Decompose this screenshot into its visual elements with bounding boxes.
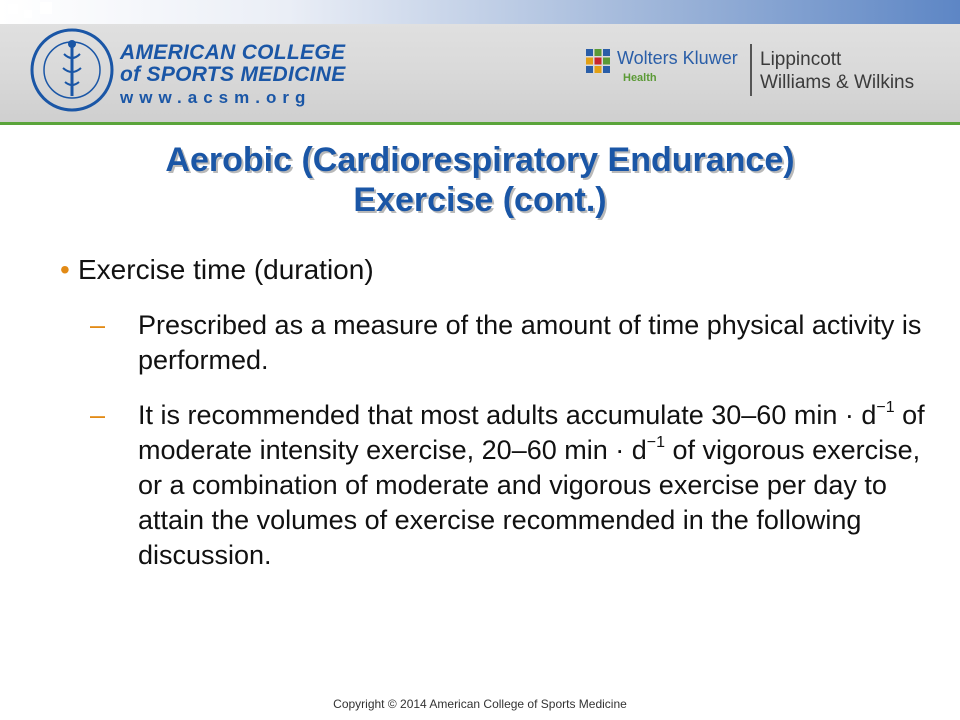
superscript-exponent: −1 — [876, 399, 895, 416]
header-green-rule — [0, 122, 960, 125]
slide-title — [40, 140, 920, 220]
wolters-kluwer-logo-icon — [585, 48, 611, 74]
lww-wordmark — [760, 48, 914, 94]
acsm-name-line2: of SPORTS MEDICINE — [120, 63, 346, 86]
lww-line2: Williams & Wilkins — [760, 72, 915, 93]
bullet-item — [40, 252, 930, 288]
copyright-footer: Copyright © 2014 American College of Sports Medicine — [333, 697, 627, 711]
acsm-name-line1: AMERICAN COLLEGE — [120, 41, 346, 64]
acsm-url: www.acsm.org — [120, 88, 312, 107]
header-band — [0, 0, 960, 122]
sub-bullet-item — [40, 308, 930, 378]
decor-square — [40, 2, 52, 14]
wolters-kluwer-name: Wolters Kluwer — [617, 48, 738, 68]
sub-bullet-text-part: of vigorous exercise, or a combination of moderate and vigorous exercise per day to attain the volumes of exercise recommended in the following discussion. — [138, 435, 921, 570]
slide-title-line1: Aerobic (Cardiorespiratory Endurance) — [165, 141, 795, 179]
slide-body — [40, 252, 930, 573]
wolters-kluwer-health: Health — [623, 72, 657, 84]
bullet-text: Exercise time (duration) — [78, 254, 374, 285]
slide-title-line2: Exercise (cont.) — [353, 181, 607, 219]
bullet-dot-icon: • — [60, 254, 70, 285]
decor-square — [8, 4, 18, 14]
logo-divider — [750, 44, 752, 96]
sub-bullet-dash-icon: – — [90, 310, 106, 340]
sub-bullet-dash-icon: – — [90, 400, 106, 430]
sub-bullet-item — [40, 398, 930, 573]
superscript-exponent: −1 — [646, 434, 666, 451]
acsm-wordmark — [120, 42, 346, 108]
sub-bullet-text-part: It is recommended that most adults accumulate 30–60 min · d — [138, 400, 877, 430]
header-gradient-strip — [0, 0, 960, 24]
acsm-seal-logo — [30, 28, 114, 112]
sub-bullet-text: Prescribed as a measure of the amount of time physical activity is performed. — [138, 310, 922, 375]
lww-line1: Lippincott — [760, 49, 842, 70]
sub-bullet-text-part: of moderate intensity exercise, 20–60 min · d — [138, 400, 925, 465]
decor-square — [24, 10, 32, 18]
